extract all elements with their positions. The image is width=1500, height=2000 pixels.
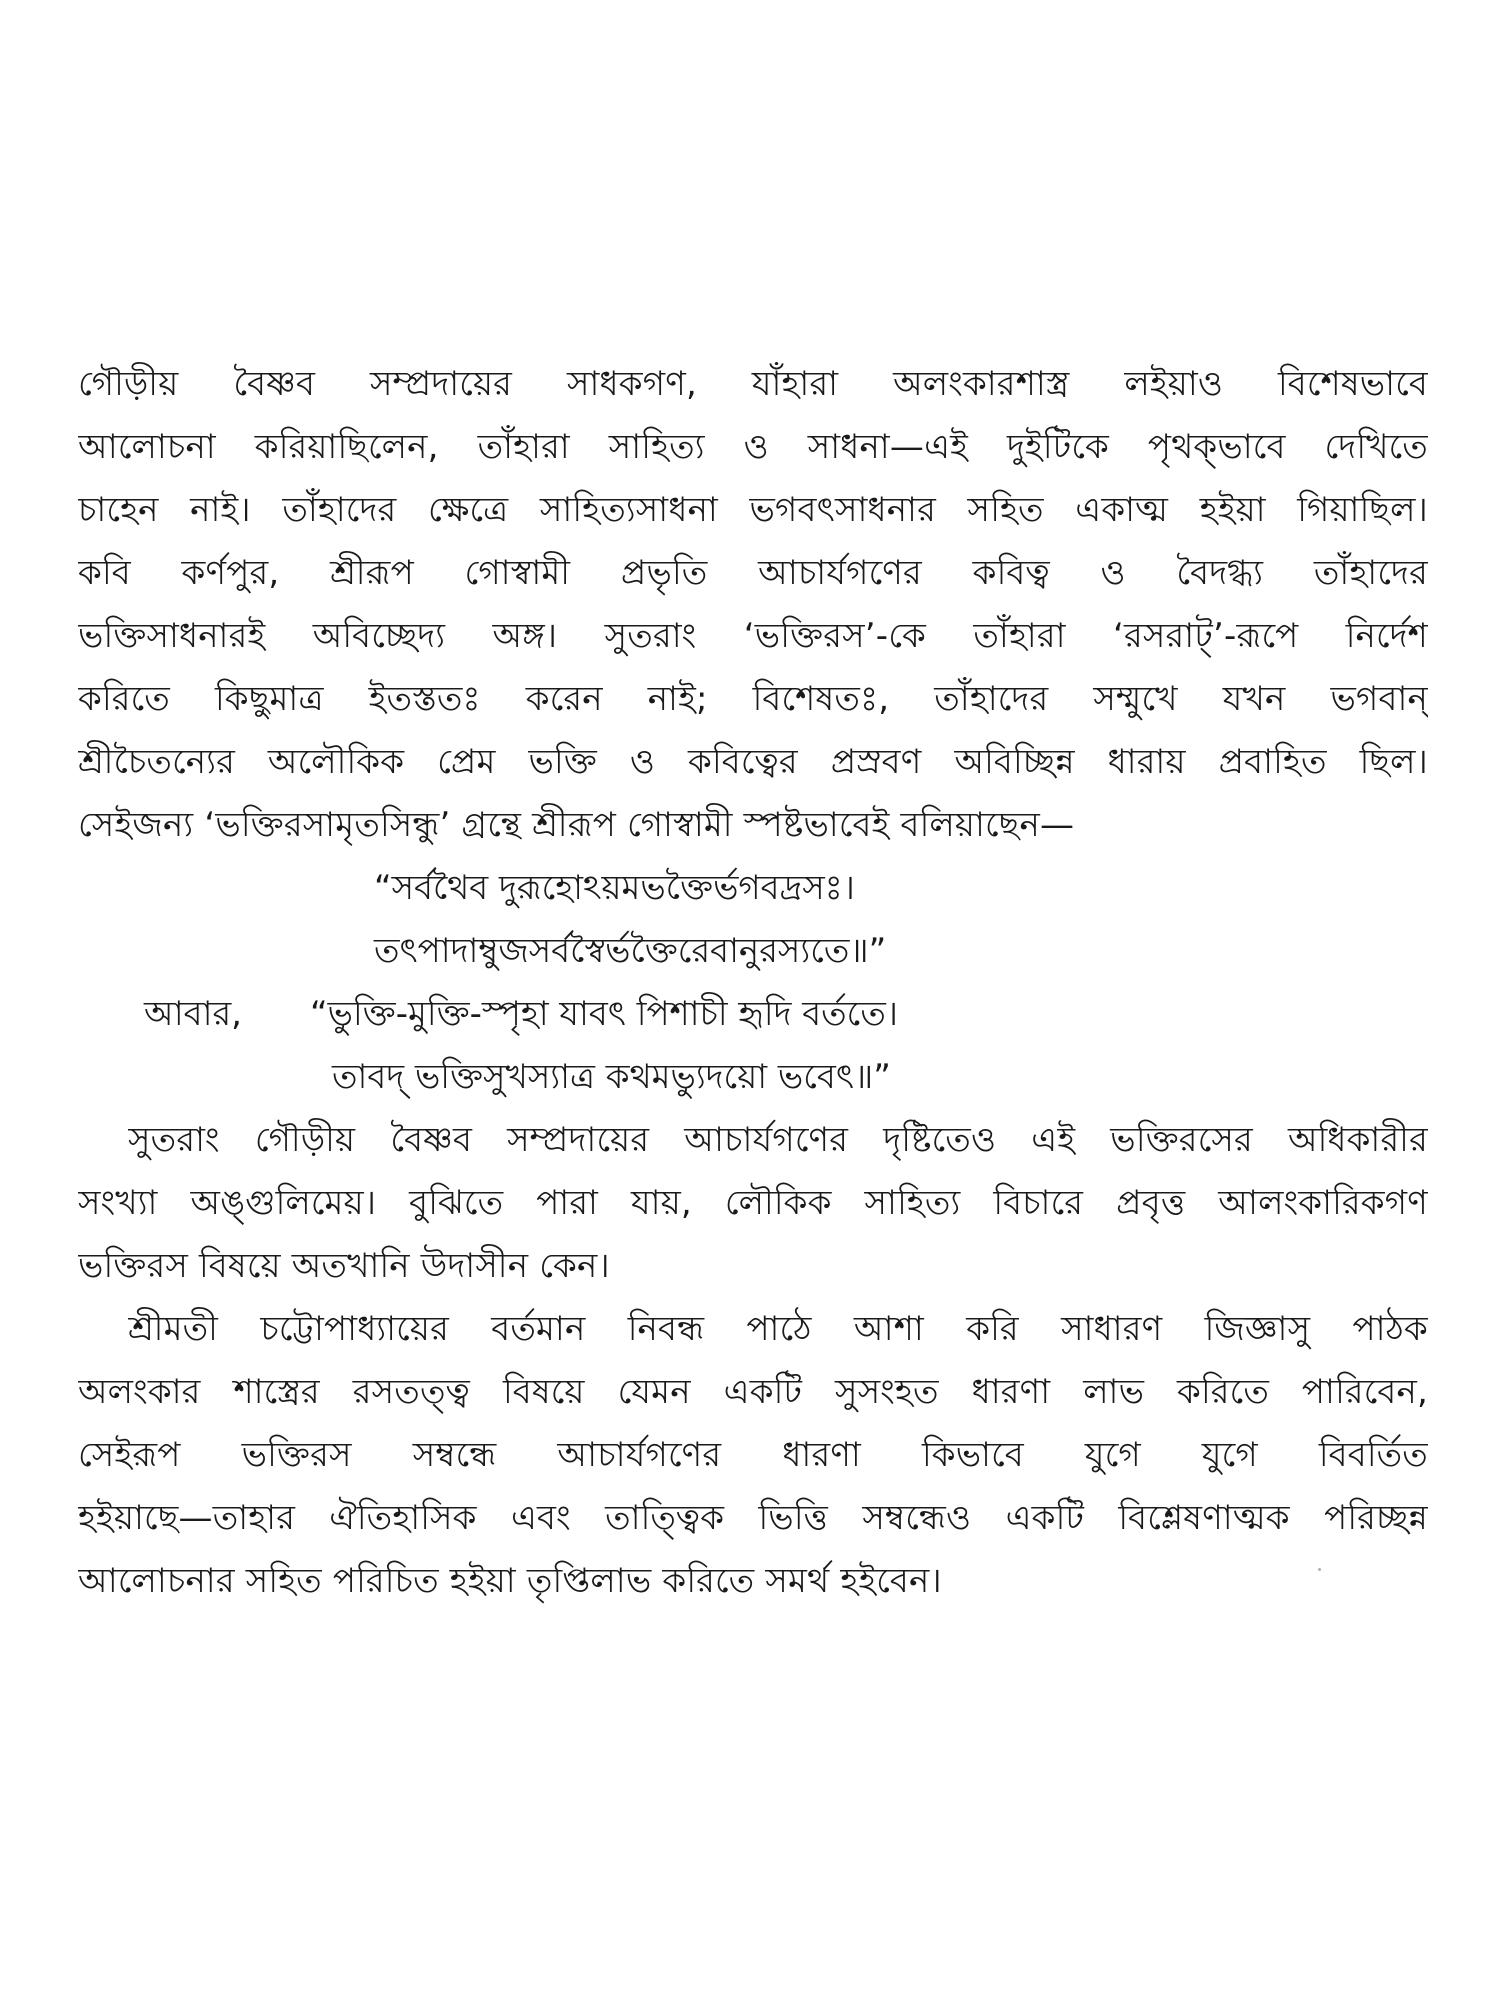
paragraph-2-line-2: সংখ্যা অঙ্গুলিমেয়। বুঝিতে পারা যায়, লৌকিক সাহিত্য বিচারে প্রবৃত্ত আলংকারিকগণ: [78, 1183, 1428, 1223]
paragraph-3-line-5: আলোচনার সহিত পরিচিত হইয়া তৃপ্তিলাভ করিতে সমর্থ হইবেন।: [78, 1561, 942, 1601]
paragraph-1-line-1: গৌড়ীয় বৈষ্ণব সম্প্রদায়ের সাধকগণ, যাঁহারা অলংকারশাস্ত্র লইয়াও বিশেষভাবে: [78, 364, 1428, 404]
paragraph-1-line-8: সেইজন্য ‘ভক্তিরসামৃতসিন্ধু’ গ্রন্থে শ্রীরূপ গোস্বামী স্পষ্টভাবেই বলিয়াছেন—: [78, 805, 1075, 845]
paragraph-1-line-3: চাহেন নাই। তাঁহাদের ক্ষেত্রে সাহিত্যসাধনা ভগবৎসাধনার সহিত একাত্ম হইয়া গিয়াছিল।: [78, 490, 1428, 530]
verse-1-line-2: তৎপাদাম্বুজসর্বস্বৈর্ভক্তৈরেবানুরস্যতে॥”: [374, 931, 887, 971]
paragraph-3-line-4: হইয়াছে—তাহার ঐতিহাসিক এবং তাত্ত্বিক ভিত্তি সম্বন্ধেও একটি বিশ্লেষণাত্মক পরিচ্ছন্ন: [78, 1498, 1428, 1538]
verse-2-line-2: তাবদ্‌ ভক্তিসুখস্যাত্র কথমভ্যুদয়ো ভবেৎ॥”: [332, 1057, 891, 1097]
paragraph-1-line-7: শ্রীচৈতন্যের অলৌকিক প্রেম ভক্তি ও কবিত্বের প্রস্রবণ অবিচ্ছিন্ন ধারায় প্রবাহিত ছিল।: [78, 742, 1428, 782]
paragraph-1-line-4: কবি কর্ণপুর, শ্রীরূপ গোস্বামী প্রভৃতি আচার্যগণের কবিত্ব ও বৈদগ্ধ্য তাঁহাদের: [78, 553, 1428, 593]
paragraph-1-line-5: ভক্তিসাধনারই অবিচ্ছেদ্য অঙ্গ। সুতরাং ‘ভক্তিরস’-কে তাঁহারা ‘রসরাট্‌’-রূপে নির্দেশ: [78, 616, 1428, 656]
paragraph-3-line-1: শ্রীমতী চট্টোপাধ্যায়ের বর্তমান নিবন্ধ পাঠে আশা করি সাধারণ জিজ্ঞাসু পাঠক: [128, 1309, 1428, 1349]
paragraph-1-line-2: আলোচনা করিয়াছিলেন, তাঁহারা সাহিত্য ও সাধনা—এই দুইটিকে পৃথক্‌ভাবে দেখিতে: [78, 427, 1428, 467]
scan-speck: [1318, 1568, 1321, 1571]
paragraph-2-line-3: ভক্তিরস বিষয়ে অতখানি উদাসীন কেন।: [78, 1246, 610, 1286]
verse-2-line-1: “ভুক্তি-মুক্তি-স্পৃহা যাবৎ পিশাচী হৃদি বর্ততে।: [310, 994, 898, 1034]
paragraph-1-line-6: করিতে কিছুমাত্র ইতস্ততঃ করেন নাই; বিশেষতঃ, তাঁহাদের সম্মুখে যখন ভগবান্‌: [78, 679, 1428, 719]
verse-1-line-1: “সর্বথৈব দুরূহোঽয়মভক্তৈর্ভগবদ্রসঃ।: [374, 868, 855, 908]
paragraph-3-line-3: সেইরূপ ভক্তিরস সম্বন্ধে আচার্যগণের ধারণা কিভাবে যুগে যুগে বিবর্তিত: [78, 1435, 1428, 1475]
verse-2-intro: আবার,: [144, 994, 242, 1034]
paragraph-3-line-2: অলংকার শাস্ত্রের রসতত্ত্ব বিষয়ে যেমন একটি সুসংহত ধারণা লাভ করিতে পারিবেন,: [78, 1372, 1428, 1412]
paragraph-2-line-1: সুতরাং গৌড়ীয় বৈষ্ণব সম্প্রদায়ের আচার্যগণের দৃষ্টিতেও এই ভক্তিরসের অধিকারীর: [128, 1120, 1428, 1160]
